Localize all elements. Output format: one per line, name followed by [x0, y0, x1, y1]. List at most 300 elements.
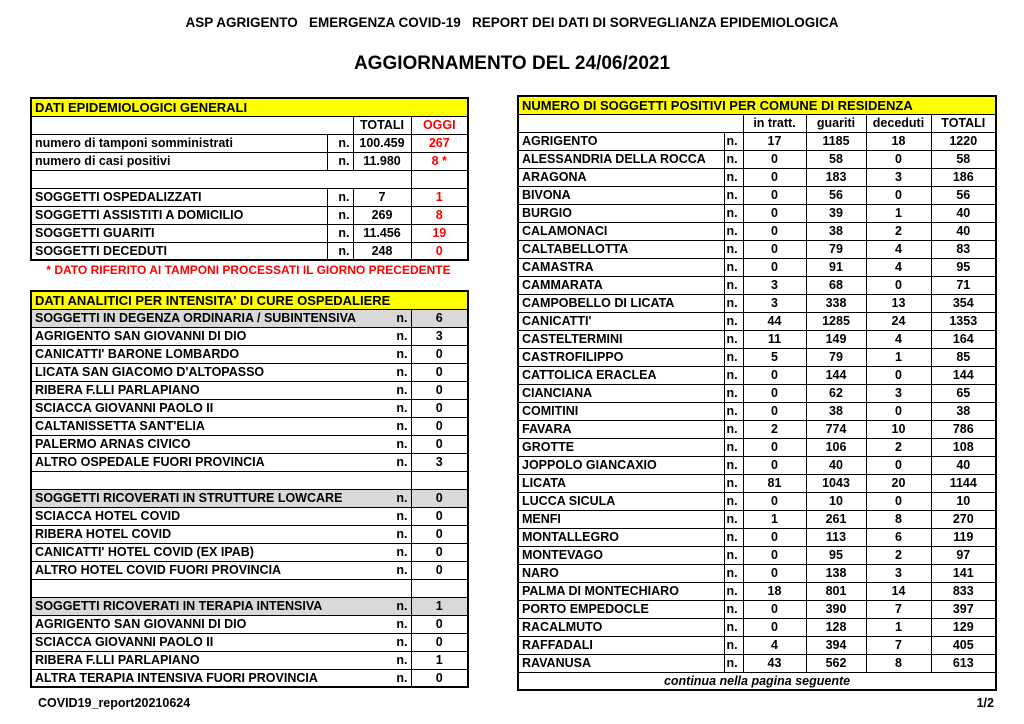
comune-totali-value: 10	[931, 492, 996, 510]
comune-totali-value: 405	[931, 636, 996, 654]
hospital-row-value: 0	[411, 633, 468, 651]
comune-deceduti-value: 3	[866, 564, 931, 582]
hospital-row	[31, 543, 468, 561]
hospital-row-value: 0	[411, 417, 468, 435]
comune-name: CALTABELLOTTA	[518, 240, 724, 258]
hospital-row-n-label: n.	[396, 635, 408, 649]
comune-deceduti-value: 18	[866, 132, 931, 150]
comune-n-label: n.	[724, 438, 743, 456]
comune-totali-value: 108	[931, 438, 996, 456]
comune-totali-value: 65	[931, 384, 996, 402]
hospital-row	[31, 525, 468, 543]
hospital-row-label: RIBERA HOTEL COVID	[35, 527, 172, 541]
hospital-row	[31, 363, 468, 381]
hospital-row-label: RIBERA F.LLI PARLAPIANO	[35, 383, 200, 397]
comuni-table-title: NUMERO DI SOGGETTI POSITIVI PER COMUNE DI RESIDENZA	[518, 96, 996, 114]
comune-totali-value: 97	[931, 546, 996, 564]
comune-row	[518, 384, 996, 402]
col-header-totali: TOTALI	[931, 114, 996, 132]
general-row-oggi-value: 1	[411, 188, 468, 206]
hospital-row-value: 0	[411, 669, 468, 687]
col-header-in-tratt: in tratt.	[743, 114, 806, 132]
comune-row	[518, 348, 996, 366]
general-row-label: numero di casi positivi	[31, 152, 327, 170]
comune-in-tratt-value: 3	[743, 294, 806, 312]
hospital-row-label: ALTRO HOTEL COVID FUORI PROVINCIA	[35, 563, 282, 577]
comune-deceduti-value: 8	[866, 654, 931, 672]
hospital-blank-row	[31, 579, 468, 597]
comune-n-label: n.	[724, 330, 743, 348]
comune-guariti-value: 95	[806, 546, 866, 564]
comune-guariti-value: 774	[806, 420, 866, 438]
comune-in-tratt-value: 3	[743, 276, 806, 294]
hospital-row	[31, 615, 468, 633]
comune-in-tratt-value: 11	[743, 330, 806, 348]
hospital-row-n-label: n.	[396, 383, 408, 397]
hospital-section-label: SOGGETTI RICOVERATI IN TERAPIA INTENSIVA	[35, 599, 323, 613]
general-row-totali-value: 248	[353, 242, 411, 260]
hospital-row-n-label: n.	[396, 599, 408, 613]
comune-totali-value: 40	[931, 222, 996, 240]
hospital-row-value: 0	[411, 345, 468, 363]
hospital-row-label: LICATA SAN GIACOMO D'ALTOPASSO	[35, 365, 265, 379]
hospital-row-value: 0	[411, 435, 468, 453]
comune-totali-value: 397	[931, 600, 996, 618]
comune-row	[518, 330, 996, 348]
hospital-care-table	[30, 290, 469, 688]
comune-n-label: n.	[724, 186, 743, 204]
hospital-row-n-label: n.	[396, 311, 408, 325]
hospital-section-value: 0	[411, 489, 468, 507]
hospital-row-label: CANICATTI' HOTEL COVID (EX IPAB)	[35, 545, 254, 559]
comune-row	[518, 276, 996, 294]
hospital-row-n-label: n.	[396, 617, 408, 631]
hospital-row	[31, 417, 468, 435]
comune-n-label: n.	[724, 420, 743, 438]
hospital-row	[31, 381, 468, 399]
comune-name: CASTROFILIPPO	[518, 348, 724, 366]
comune-totali-value: 119	[931, 528, 996, 546]
comune-deceduti-value: 1	[866, 348, 931, 366]
general-row-n-label: n.	[327, 242, 353, 260]
comune-deceduti-value: 0	[866, 402, 931, 420]
hospital-row-value: 0	[411, 399, 468, 417]
hospital-row-value: 3	[411, 327, 468, 345]
general-row-totali-value: 7	[353, 188, 411, 206]
comune-n-label: n.	[724, 348, 743, 366]
comuni-continue-note: continua nella pagina seguente	[518, 672, 996, 690]
comune-name: CASTELTERMINI	[518, 330, 724, 348]
general-row-n-label: n.	[327, 188, 353, 206]
hospital-row	[31, 327, 468, 345]
comune-in-tratt-value: 81	[743, 474, 806, 492]
comune-guariti-value: 58	[806, 150, 866, 168]
hospital-row-label: AGRIGENTO SAN GIOVANNI DI DIO	[35, 329, 247, 343]
comune-n-label: n.	[724, 168, 743, 186]
comune-n-label: n.	[724, 600, 743, 618]
comune-in-tratt-value: 0	[743, 402, 806, 420]
hospital-row-n-label: n.	[396, 670, 408, 685]
hospital-row-value: 1	[411, 651, 468, 669]
comune-name: LUCCA SICULA	[518, 492, 724, 510]
comune-row	[518, 564, 996, 582]
comune-in-tratt-value: 0	[743, 204, 806, 222]
comune-row	[518, 168, 996, 186]
footer-filename: COVID19_report20210624	[38, 696, 191, 710]
comune-row	[518, 402, 996, 420]
comune-deceduti-value: 3	[866, 168, 931, 186]
comune-totali-value: 1144	[931, 474, 996, 492]
general-row-totali-value: 11.980	[353, 152, 411, 170]
comune-guariti-value: 68	[806, 276, 866, 294]
general-table-row	[31, 224, 468, 242]
comune-in-tratt-value: 0	[743, 384, 806, 402]
hospital-row-label: SCIACCA HOTEL COVID	[35, 509, 181, 523]
comune-guariti-value: 10	[806, 492, 866, 510]
general-row-oggi-value: 19	[411, 224, 468, 242]
comune-in-tratt-value: 44	[743, 312, 806, 330]
comune-in-tratt-value: 18	[743, 582, 806, 600]
comune-row	[518, 366, 996, 384]
comune-guariti-value: 79	[806, 240, 866, 258]
general-row-label: SOGGETTI ASSISTITI A DOMICILIO	[31, 206, 327, 224]
comune-guariti-value: 56	[806, 186, 866, 204]
comune-n-label: n.	[724, 258, 743, 276]
comune-name: MENFI	[518, 510, 724, 528]
comune-totali-value: 833	[931, 582, 996, 600]
comune-n-label: n.	[724, 402, 743, 420]
hospital-row-n-label: n.	[396, 653, 408, 667]
comune-guariti-value: 91	[806, 258, 866, 276]
comune-row	[518, 618, 996, 636]
hospital-section-row	[31, 597, 468, 615]
comune-row	[518, 528, 996, 546]
comune-guariti-value: 138	[806, 564, 866, 582]
comune-deceduti-value: 2	[866, 546, 931, 564]
comune-n-label: n.	[724, 240, 743, 258]
comuni-table	[517, 95, 997, 691]
comune-totali-value: 354	[931, 294, 996, 312]
comune-n-label: n.	[724, 222, 743, 240]
comune-row	[518, 204, 996, 222]
comune-name: LICATA	[518, 474, 724, 492]
comune-row	[518, 636, 996, 654]
hospital-row-n-label: n.	[396, 329, 408, 343]
comune-row	[518, 582, 996, 600]
comune-deceduti-value: 7	[866, 636, 931, 654]
tamponi-note: * DATO RIFERITO AI TAMPONI PROCESSATI IL GIORNO PRECEDENTE	[46, 263, 451, 277]
hospital-row	[31, 507, 468, 525]
comune-in-tratt-value: 1	[743, 510, 806, 528]
comune-row	[518, 186, 996, 204]
hospital-row-n-label: n.	[396, 401, 408, 415]
comune-name: ALESSANDRIA DELLA ROCCA	[518, 150, 724, 168]
comune-guariti-value: 1285	[806, 312, 866, 330]
comune-in-tratt-value: 0	[743, 546, 806, 564]
general-row-n-label: n.	[327, 224, 353, 242]
hospital-row-n-label: n.	[396, 419, 408, 433]
comune-totali-value: 83	[931, 240, 996, 258]
general-table-row	[31, 188, 468, 206]
comune-row	[518, 474, 996, 492]
comuni-table-title-row	[518, 96, 996, 114]
comune-in-tratt-value: 4	[743, 636, 806, 654]
comune-deceduti-value: 7	[866, 600, 931, 618]
comune-totali-value: 85	[931, 348, 996, 366]
comune-row	[518, 492, 996, 510]
comune-guariti-value: 390	[806, 600, 866, 618]
comune-name: COMITINI	[518, 402, 724, 420]
comune-totali-value: 786	[931, 420, 996, 438]
general-table-row	[31, 206, 468, 224]
general-table-row	[31, 242, 468, 260]
comune-name: RACALMUTO	[518, 618, 724, 636]
comune-name: JOPPOLO GIANCAXIO	[518, 456, 724, 474]
general-row-totali-value: 100.459	[353, 134, 411, 152]
comune-name: PALMA DI MONTECHIARO	[518, 582, 724, 600]
comune-row	[518, 312, 996, 330]
comune-in-tratt-value: 0	[743, 168, 806, 186]
comune-row	[518, 240, 996, 258]
comune-deceduti-value: 4	[866, 258, 931, 276]
comune-in-tratt-value: 17	[743, 132, 806, 150]
comune-name: CALAMONACI	[518, 222, 724, 240]
comune-guariti-value: 562	[806, 654, 866, 672]
hospital-row-label: CANICATTI' BARONE LOMBARDO	[35, 347, 240, 361]
comune-n-label: n.	[724, 474, 743, 492]
comune-in-tratt-value: 0	[743, 438, 806, 456]
comune-in-tratt-value: 0	[743, 258, 806, 276]
comune-in-tratt-value: 0	[743, 240, 806, 258]
comune-deceduti-value: 14	[866, 582, 931, 600]
hospital-table-title-row	[31, 291, 468, 309]
comune-guariti-value: 38	[806, 222, 866, 240]
comune-n-label: n.	[724, 546, 743, 564]
col-header-guariti: guariti	[806, 114, 866, 132]
comune-totali-value: 40	[931, 204, 996, 222]
comune-in-tratt-value: 0	[743, 492, 806, 510]
comuni-continue-row	[518, 672, 996, 690]
comune-n-label: n.	[724, 528, 743, 546]
general-row-label: SOGGETTI DECEDUTI	[31, 242, 327, 260]
general-row-oggi-value: 8 *	[411, 152, 468, 170]
comune-name: AGRIGENTO	[518, 132, 724, 150]
comune-in-tratt-value: 0	[743, 600, 806, 618]
comune-row	[518, 510, 996, 528]
comune-totali-value: 40	[931, 456, 996, 474]
comune-guariti-value: 38	[806, 402, 866, 420]
general-table-row	[31, 152, 468, 170]
comune-in-tratt-value: 0	[743, 528, 806, 546]
comune-name: MONTEVAGO	[518, 546, 724, 564]
comune-guariti-value: 394	[806, 636, 866, 654]
hospital-table-title: DATI ANALITICI PER INTENSITA' DI CURE OSPEDALIERE	[31, 291, 468, 309]
comune-guariti-value: 1043	[806, 474, 866, 492]
hospital-row-n-label: n.	[396, 365, 408, 379]
comune-guariti-value: 261	[806, 510, 866, 528]
hospital-row	[31, 651, 468, 669]
general-row-n-label: n.	[327, 134, 353, 152]
col-header-deceduti: deceduti	[866, 114, 931, 132]
comune-n-label: n.	[724, 312, 743, 330]
hospital-row	[31, 345, 468, 363]
comune-deceduti-value: 4	[866, 330, 931, 348]
hospital-row-value: 0	[411, 561, 468, 579]
comune-n-label: n.	[724, 456, 743, 474]
comune-totali-value: 144	[931, 366, 996, 384]
hospital-section-row	[31, 489, 468, 507]
general-row-oggi-value: 8	[411, 206, 468, 224]
hospital-section-row	[31, 309, 468, 327]
general-row-totali-value: 269	[353, 206, 411, 224]
comune-guariti-value: 106	[806, 438, 866, 456]
general-row-n-label: n.	[327, 152, 353, 170]
comune-deceduti-value: 1	[866, 618, 931, 636]
col-header-totali: TOTALI	[353, 116, 411, 134]
hospital-row	[31, 453, 468, 471]
comune-guariti-value: 144	[806, 366, 866, 384]
hospital-row-n-label: n.	[396, 437, 408, 451]
hospital-row-value: 0	[411, 507, 468, 525]
hospital-row	[31, 561, 468, 579]
comune-guariti-value: 149	[806, 330, 866, 348]
comune-row	[518, 420, 996, 438]
comune-n-label: n.	[724, 492, 743, 510]
comuni-header-empty	[518, 114, 743, 132]
comune-totali-value: 141	[931, 564, 996, 582]
general-row-label: numero di tamponi somministrati	[31, 134, 327, 152]
general-data-table	[30, 97, 469, 261]
comune-n-label: n.	[724, 132, 743, 150]
comune-name: BURGIO	[518, 204, 724, 222]
comune-n-label: n.	[724, 510, 743, 528]
hospital-row-value: 0	[411, 525, 468, 543]
hospital-section-value: 1	[411, 597, 468, 615]
comune-guariti-value: 113	[806, 528, 866, 546]
page-title: AGGIORNAMENTO DEL 24/06/2021	[353, 53, 671, 74]
general-table-title-row	[31, 98, 468, 116]
hospital-section-label: SOGGETTI IN DEGENZA ORDINARIA / SUBINTENSIVA	[35, 311, 357, 325]
comune-n-label: n.	[724, 582, 743, 600]
hospital-row-value: 3	[411, 453, 468, 471]
general-row-totali-value: 11.456	[353, 224, 411, 242]
comune-guariti-value: 1185	[806, 132, 866, 150]
comune-n-label: n.	[724, 636, 743, 654]
comune-name: RAVANUSA	[518, 654, 724, 672]
comune-row	[518, 150, 996, 168]
comune-guariti-value: 39	[806, 204, 866, 222]
hospital-row	[31, 669, 468, 687]
comune-n-label: n.	[724, 276, 743, 294]
comune-deceduti-value: 0	[866, 150, 931, 168]
comune-name: FAVARA	[518, 420, 724, 438]
hospital-row-n-label: n.	[396, 455, 408, 469]
comune-deceduti-value: 24	[866, 312, 931, 330]
comune-deceduti-value: 6	[866, 528, 931, 546]
comune-name: PORTO EMPEDOCLE	[518, 600, 724, 618]
comune-deceduti-value: 0	[866, 366, 931, 384]
comune-name: CIANCIANA	[518, 384, 724, 402]
hospital-row-label: SCIACCA GIOVANNI PAOLO II	[35, 635, 214, 649]
comune-guariti-value: 338	[806, 294, 866, 312]
comune-name: CAMASTRA	[518, 258, 724, 276]
comune-in-tratt-value: 2	[743, 420, 806, 438]
comune-n-label: n.	[724, 150, 743, 168]
comune-deceduti-value: 20	[866, 474, 931, 492]
general-row-oggi-value: 0	[411, 242, 468, 260]
comune-deceduti-value: 0	[866, 492, 931, 510]
hospital-section-label: SOGGETTI RICOVERATI IN STRUTTURE LOWCARE	[35, 491, 343, 505]
comune-in-tratt-value: 0	[743, 222, 806, 240]
comune-row	[518, 438, 996, 456]
comune-deceduti-value: 2	[866, 438, 931, 456]
comune-name: CAMPOBELLO DI LICATA	[518, 294, 724, 312]
comune-guariti-value: 62	[806, 384, 866, 402]
comune-row	[518, 222, 996, 240]
comune-in-tratt-value: 0	[743, 366, 806, 384]
footer-page-number: 1/2	[976, 696, 994, 710]
hospital-row-label: SCIACCA GIOVANNI PAOLO II	[35, 401, 214, 415]
comuni-table-header-row	[518, 114, 996, 132]
comune-deceduti-value: 0	[866, 186, 931, 204]
hospital-row-n-label: n.	[396, 491, 408, 505]
comune-row	[518, 600, 996, 618]
comune-name: CATTOLICA ERACLEA	[518, 366, 724, 384]
comune-row	[518, 258, 996, 276]
comune-name: CANICATTI'	[518, 312, 724, 330]
general-row-n-label: n.	[327, 206, 353, 224]
comune-deceduti-value: 3	[866, 384, 931, 402]
general-table-row	[31, 134, 468, 152]
comune-deceduti-value: 0	[866, 456, 931, 474]
comune-totali-value: 1220	[931, 132, 996, 150]
comune-totali-value: 56	[931, 186, 996, 204]
comune-in-tratt-value: 0	[743, 150, 806, 168]
comune-totali-value: 129	[931, 618, 996, 636]
hospital-row-n-label: n.	[396, 545, 408, 559]
comune-n-label: n.	[724, 384, 743, 402]
comune-name: RAFFADALI	[518, 636, 724, 654]
comune-deceduti-value: 4	[866, 240, 931, 258]
comune-deceduti-value: 1	[866, 204, 931, 222]
hospital-row	[31, 435, 468, 453]
comune-name: ARAGONA	[518, 168, 724, 186]
comune-name: BIVONA	[518, 186, 724, 204]
hospital-row	[31, 399, 468, 417]
hospital-row-value: 0	[411, 381, 468, 399]
hospital-row	[31, 633, 468, 651]
comune-deceduti-value: 2	[866, 222, 931, 240]
comune-guariti-value: 183	[806, 168, 866, 186]
comune-totali-value: 186	[931, 168, 996, 186]
hospital-row-value: 0	[411, 615, 468, 633]
hospital-row-label: PALERMO ARNAS CIVICO	[35, 437, 191, 451]
comune-totali-value: 95	[931, 258, 996, 276]
comune-totali-value: 38	[931, 402, 996, 420]
comune-row	[518, 654, 996, 672]
comune-guariti-value: 79	[806, 348, 866, 366]
comune-row	[518, 132, 996, 150]
comune-in-tratt-value: 43	[743, 654, 806, 672]
comune-n-label: n.	[724, 564, 743, 582]
comune-guariti-value: 128	[806, 618, 866, 636]
comune-row	[518, 294, 996, 312]
comune-in-tratt-value: 0	[743, 186, 806, 204]
col-header-oggi: OGGI	[411, 116, 468, 134]
general-row-label: SOGGETTI GUARITI	[31, 224, 327, 242]
hospital-row-label: ALTRA TERAPIA INTENSIVA FUORI PROVINCIA	[35, 670, 318, 685]
comune-n-label: n.	[724, 366, 743, 384]
